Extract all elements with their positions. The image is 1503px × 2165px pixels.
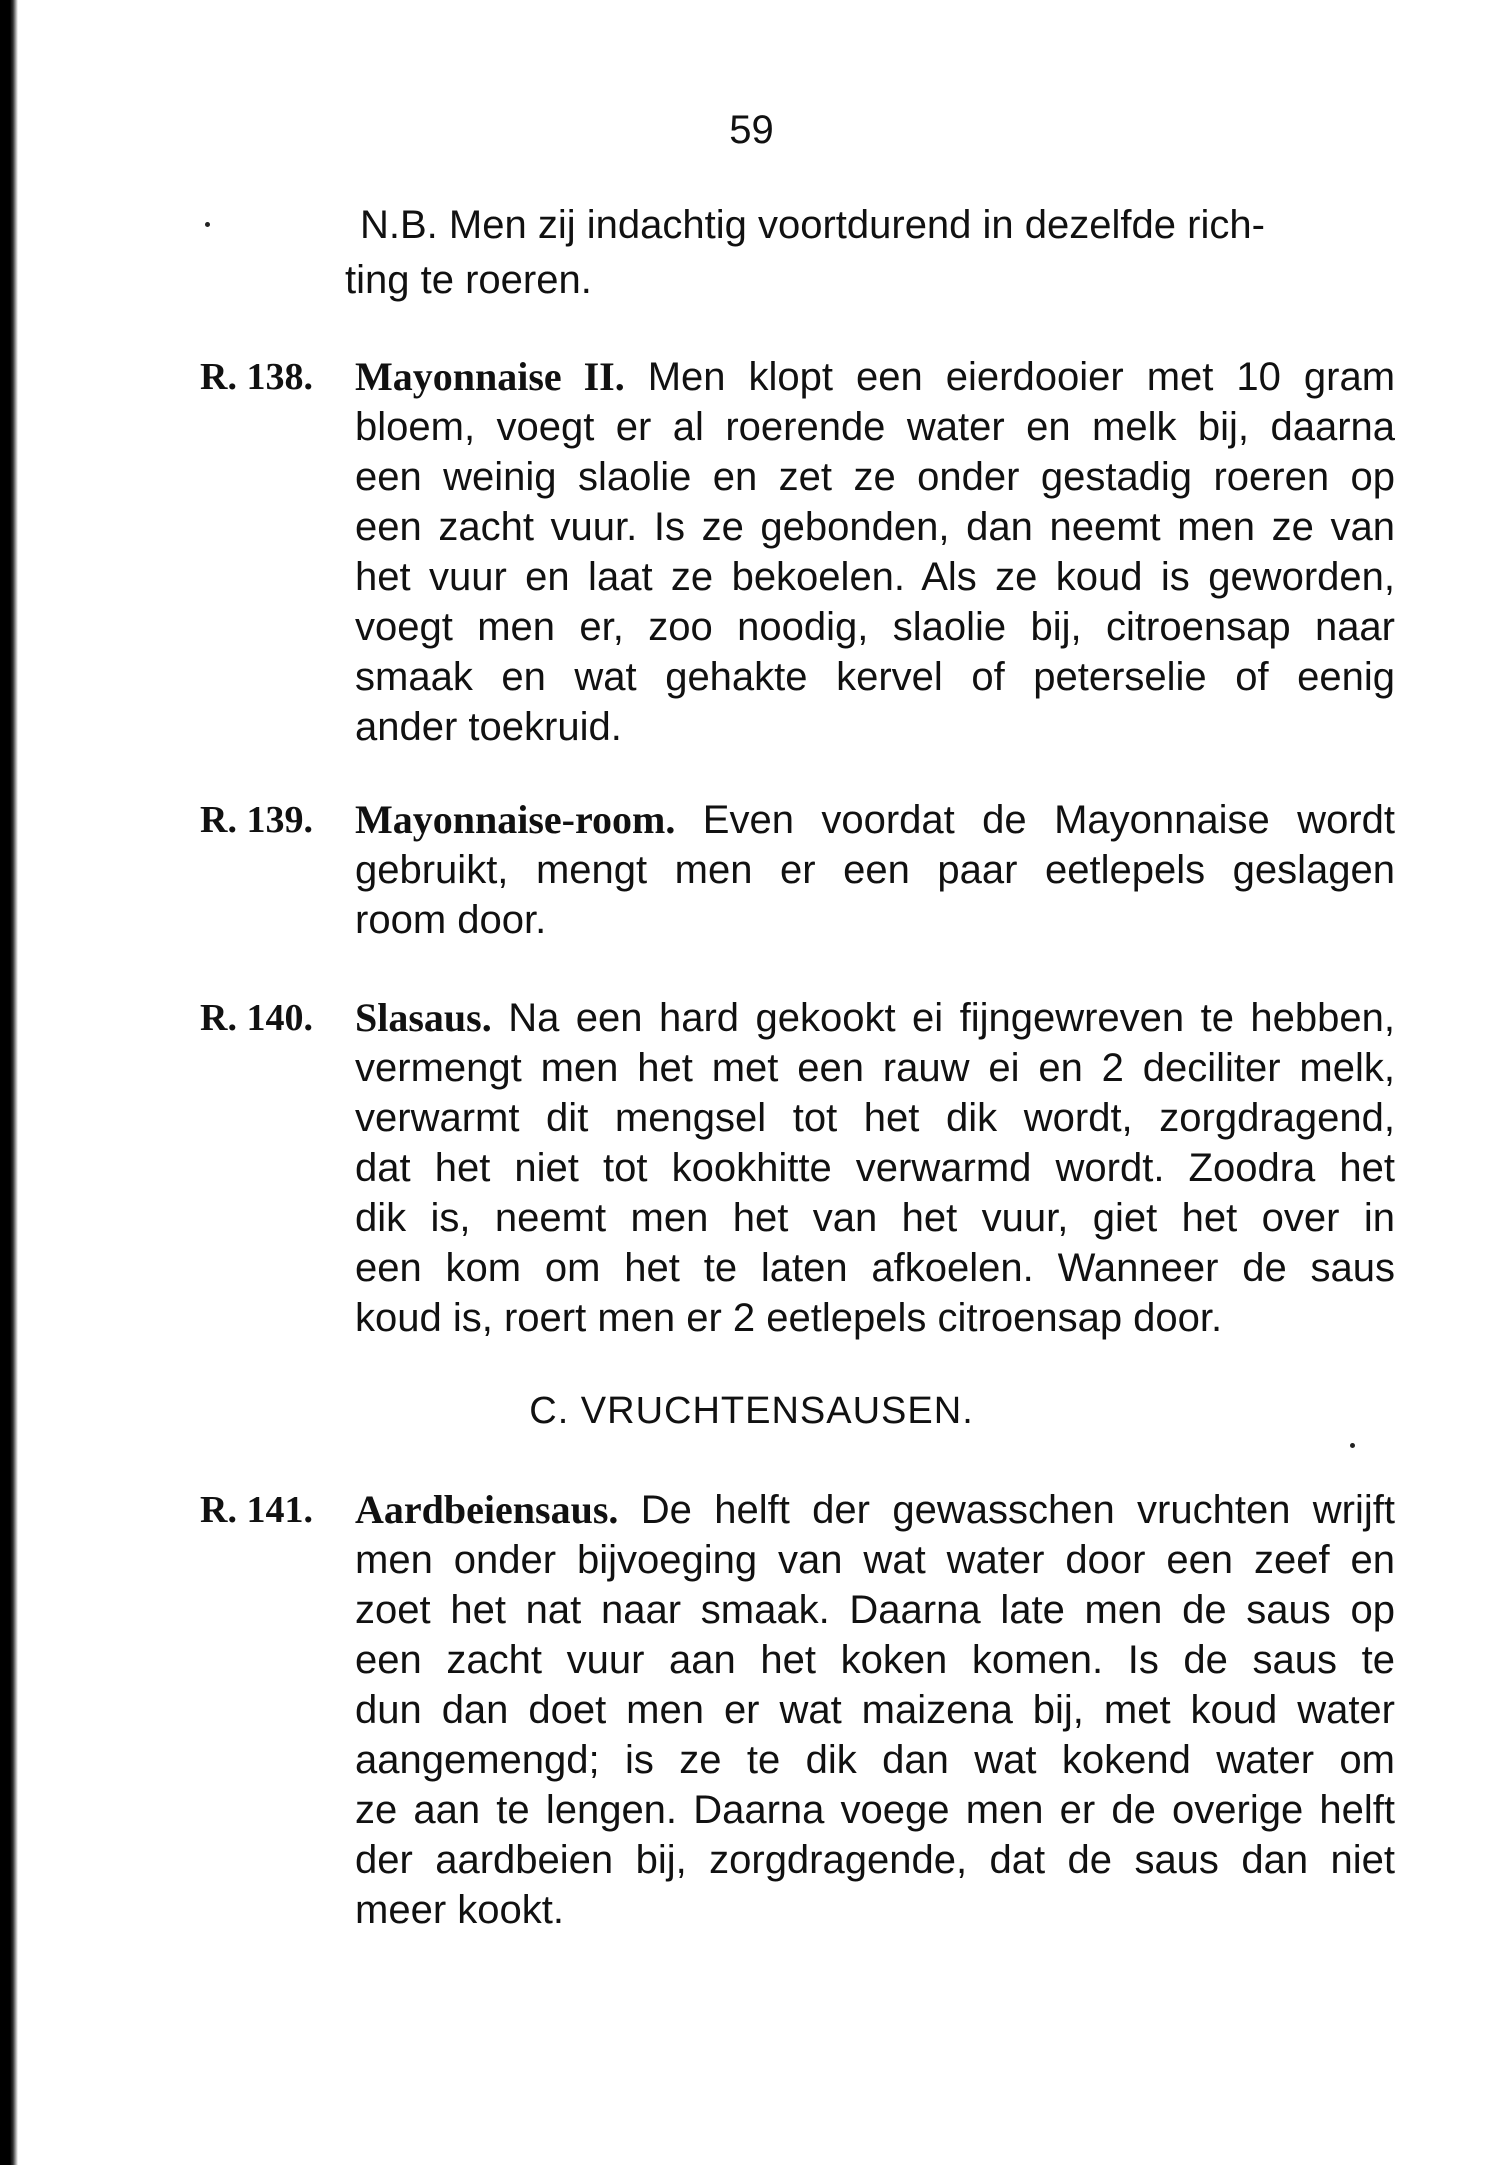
recipe-line: room door. [355,898,547,942]
recipe-line: aangemengd; is ze te dik dan wat kokend water om [355,1738,1395,1782]
recipe-number: R. 138. [200,356,313,398]
recipe-number: R. 139. [200,799,313,841]
recipe-title: Mayonnaise-room. [355,797,676,842]
recipe-line: bloem, voegt er al roerende water en melk bij, daarna [355,405,1395,449]
recipe-140 [200,993,1395,1343]
recipe-line: het vuur en laat ze bekoelen. Als ze koud is geworden, [355,555,1395,599]
recipe-body [355,993,1395,1343]
recipe-141 [200,1485,1395,1935]
recipe-line: een kom om het te laten afkoelen. Wanneer de saus [355,1246,1395,1290]
speck [1350,1443,1355,1448]
recipe-text: Men klopt een eierdooier met 10 gram [624,355,1396,399]
recipe-number: R. 140. [200,997,313,1039]
recipe-title: Slasaus. [355,995,492,1040]
recipe-line: een zacht vuur. Is ze gebonden, dan neemt men ze van [355,505,1395,549]
recipe-text: De helft der gewasschen vruchten wrijft [618,1488,1395,1532]
recipe-line: verwarmt dit mengsel tot het dik wordt, zorgdragend, [355,1096,1395,1140]
recipe-line: meer kookt. [355,1888,564,1932]
recipe-line [355,795,1395,845]
recipe-body [355,352,1395,752]
recipe-line: zoet het nat naar smaak. Daarna late men de saus op [355,1588,1395,1632]
recipe-line: dat het niet tot kookhitte verwarmd wordt. Zoodra het [355,1146,1395,1190]
recipe-line: vermengt men het met een rauw ei en 2 deciliter melk, [355,1046,1395,1090]
recipe-text: Na een hard gekookt ei fijngewreven te hebben, [491,996,1395,1040]
recipe-line: ander toekruid. [355,705,622,749]
recipe-line [355,993,1395,1043]
recipe-line: ze aan te lengen. Daarna voege men er de overige helft [355,1788,1395,1832]
page-number: 59 [729,108,774,152]
speck [205,222,210,227]
recipe-line: een zacht vuur aan het koken komen. Is de saus te [355,1638,1395,1682]
recipe-title: Mayonnaise II. [355,354,625,399]
recipe-line: dik is, neemt men het van het vuur, giet het over in [355,1196,1395,1240]
recipe-text: Even voordat de Mayonnaise wordt [675,798,1395,842]
recipe-line: koud is, roert men er 2 eetlepels citroensap door. [355,1296,1223,1340]
recipe-line [355,352,1395,402]
recipe-body [355,795,1395,945]
recipe-139 [200,795,1395,945]
recipe-body [355,1485,1395,1935]
book-binding-edge [0,0,18,2165]
recipe-line: smaak en wat gehakte kervel of peterselie of eenig [355,655,1395,699]
recipe-line [355,1485,1395,1535]
recipe-line: gebruikt, mengt men er een paar eetlepels geslagen [355,848,1395,892]
recipe-number: R. 141. [200,1489,313,1531]
note-paragraph [345,198,1395,308]
recipe-line: der aardbeien bij, zorgdragende, dat de saus dan niet [355,1838,1395,1882]
recipe-line: dun dan doet men er wat maizena bij, met koud water [355,1688,1395,1732]
section-heading: C. VRUCHTENSAUSEN. [529,1390,974,1432]
recipe-line: voegt men er, zoo noodig, slaolie bij, citroensap naar [355,605,1395,649]
note-line: N.B. Men zij indachtig voortdurend in dezelfde rich- [360,203,1265,247]
recipe-line: men onder bijvoeging van wat water door een zeef en [355,1538,1395,1582]
recipe-title: Aardbeiensaus. [355,1487,619,1532]
note-line: ting te roeren. [345,258,592,302]
recipe-line: een weinig slaolie en zet ze onder gestadig roeren op [355,455,1395,499]
recipe-138 [200,352,1395,752]
